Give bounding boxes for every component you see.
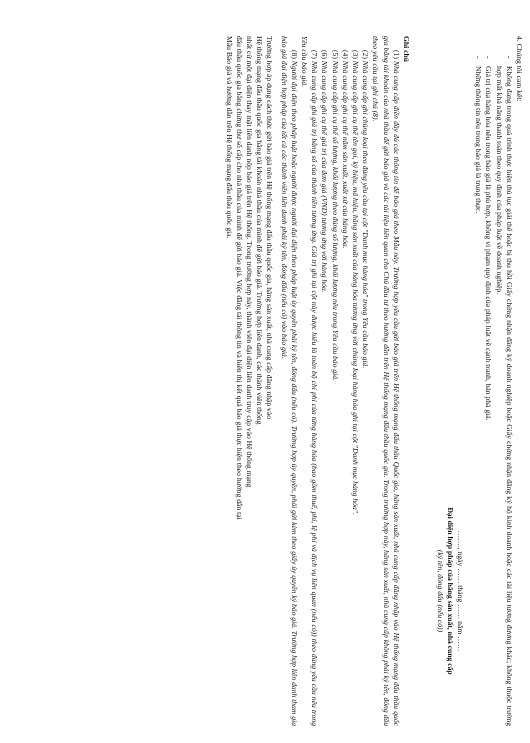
signature-date: ……., ngày …… tháng …… năm ……: [455, 530, 465, 652]
signature-block: [415, 36, 473, 726]
signature-title: Đại diện hợp pháp của hãng sản xuất, nhà cung cấp: [445, 507, 455, 675]
footer-line: nhất cử một đại diện thay mặt liên danh nộp báo giá trên Hệ thống. Trong trường hợp này, thành viên đại diện liên danh truy cập vào Hệ thống mạng: [244, 36, 254, 488]
note-item: (2) Nhà cung cấp ghi chủng loại theo đúng yêu cầu tại cột "Danh mục hàng hóa" trong Yêu cầu báo giá.: [361, 50, 371, 369]
commitment-heading: 4. Chúng tôi cam kết:: [515, 36, 524, 102]
note-item: (7) Nhà cung cấp ghi giá trị bằng số của thành tiền tương ứng. Giá trị ghi tại cột này được hiểu là toàn bộ chi phí của từng hàng hóa (bao gồm thuế, phí, lệ phí và dịch vụ liên quan (nếu có)) theo đúng yêu cầu nêu trong Yêu cầu báo giá.: [299, 36, 320, 726]
note-item: (8) Người đại diện theo pháp luật hoặc người được người đại diện theo pháp luật ủy quyền phải ký tên, đóng dấu (nếu có). Trường hợp ủy quyền, phải gửi kèm theo giấy ủy quyền ký báo giá. Trường hợp liên danh tham gia báo giá đại diện hợp pháp của tất cả các thành viên liên danh phải ký tên, đóng dấu (nếu có) vào báo giá.: [279, 36, 299, 727]
footer-line: đấu thầu quốc gia bằng chứng thư số cấp cho nhà thầu của mình để gửi báo giá. Việc đăng tải thông tin và hiển thị kết quả báo giá thực hiện theo hướng dẫn tại: [234, 36, 244, 520]
note-item: (3) Nhà cung cấp ghi cụ thể tên gọi, ký hiệu, mã hiệu, hãng sản xuất của hàng hóa tương ứng với chủng loại hàng hóa ghi tại cột "Danh mục hàng hóa".: [350, 50, 360, 515]
footer-line: Hệ thống mạng đấu thầu quốc gia bằng tài khoản nhà thầu của mình để gửi báo giá. Trường hợp liên danh, các thành viên thống: [255, 36, 265, 425]
bullet-dash-icon: -: [504, 56, 514, 59]
commitment-item: - Không đang trong quá trình thực hiện thủ tục giải thể hoặc bị thu hồi Giấy chứng nhận đăng ký doanh nghiệp hoặc Giấy chứng nhận đăng ký hộ kinh doanh hoặc các tài liệu tương đương khác; không thuộc trường hợp mất khả năng thanh toán theo quy định của pháp luật về doanh nghiệp.: [494, 56, 514, 726]
commitment-item: - Giá trị của hàng hóa nêu trong báo giá là phù hợp, không vi phạm quy định của pháp luật về cạnh tranh, bán phá giá.: [484, 56, 494, 421]
commitment-item: - Những thông tin nêu trong báo giá là trung thực.: [474, 56, 484, 214]
notes-title: Ghi chú: [401, 36, 411, 62]
note-item: (5) Nhà cung cấp ghi cụ thể số lượng, khối lượng theo đúng số lượng, khối lượng nêu trong Yêu cầu báo giá.: [330, 50, 340, 381]
signature-area: [434, 466, 465, 716]
footer-line: Trường hợp áp dụng cách thức gửi báo giá trên Hệ thống mạng đấu thầu quốc gia, hãng sản xuất, nhà cung cấp đăng nhập vào: [265, 36, 275, 420]
note-item: (6) Nhà cung cấp ghi cụ thể giá trị của đơn giá (VND) tương ứng với hàng hóa.: [320, 50, 330, 293]
note-item: (1) Nhà cung cấp điền đầy đủ các thông tin để báo giá theo Mẫu này. Trường hợp yêu cầu gửi báo giá trên Hệ thống mạng đấu thầu Quốc gia, hãng sản xuất, nhà cung cấp đăng nhập vào Hệ thống mạng đấu thầu quốc gia bằng tài khoản của nhà thầu để gửi báo giá và các tài liệu liên quan cho Chủ đầu tư theo hướng dẫn trên Hệ thống mạng đấu thầu quốc gia. Trong trường hợp này, hãng sản xuất, nhà cung cấp không phải ký tên, đóng dấu theo yêu cầu tại ghi chú (8).: [371, 36, 401, 726]
bullet-dash-icon: -: [474, 56, 484, 59]
note-item: (4) Nhà cung cấp ghi cụ thể năm sản xuất, xuất xứ của hàng hóa.: [340, 50, 350, 249]
signature-subtitle: (ký tên, đóng dấu (nếu có)): [435, 549, 445, 633]
footer-line: Mẫu Báo giá và hướng dẫn trên Hệ thống mạng đấu thầu quốc gia.: [224, 36, 234, 239]
notes-footer: [223, 36, 274, 726]
document-body: [223, 36, 524, 726]
bullet-dash-icon: -: [484, 56, 494, 59]
